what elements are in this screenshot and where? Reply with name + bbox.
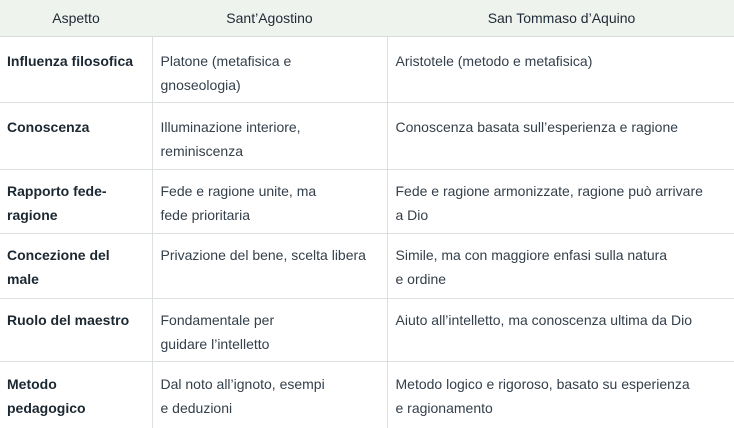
agostino-text: Illuminazione interiore, reminiscenza <box>160 119 301 159</box>
tommaso-cell <box>387 37 734 103</box>
agostino-cell <box>152 299 387 362</box>
tommaso-text: Metodo logico e rigoroso, basato su esperienza e ragionamento <box>395 376 690 416</box>
tommaso-cell <box>387 103 734 170</box>
tommaso-text: Aristotele (metodo e metafisica) <box>395 53 593 69</box>
agostino-text: Privazione del bene, scelta libera <box>160 247 366 263</box>
table-header <box>0 0 734 37</box>
aspect-label: Conoscenza <box>7 119 90 135</box>
tommaso-cell <box>387 170 734 234</box>
tommaso-text: Simile, ma con maggiore enfasi sulla natura e ordine <box>395 247 668 287</box>
table-row <box>0 170 734 234</box>
tommaso-text: Fede e ragione armonizzate, ragione può arrivare a Dio <box>395 183 703 223</box>
agostino-text: Platone (metafisica e gnoseologia) <box>160 53 292 93</box>
agostino-cell <box>152 170 387 234</box>
agostino-cell <box>152 362 387 428</box>
table-body <box>0 37 734 428</box>
tommaso-cell <box>387 362 734 428</box>
agostino-cell <box>152 37 387 103</box>
aspect-cell <box>0 103 152 170</box>
tommaso-cell <box>387 234 734 299</box>
table-row <box>0 362 734 428</box>
aspect-label: Ruolo del maestro <box>7 312 130 328</box>
tommaso-cell <box>387 299 734 362</box>
table-row <box>0 37 734 103</box>
aspect-cell <box>0 170 152 234</box>
aspect-label: Influenza filosofica <box>7 53 134 69</box>
table-row <box>0 299 734 362</box>
table-row <box>0 234 734 299</box>
agostino-text: Fondamentale per guidare l’intelletto <box>160 312 275 352</box>
header-tommaso: San Tommaso d’Aquino <box>387 0 734 37</box>
agostino-text: Fede e ragione unite, ma fede prioritaria <box>160 183 317 223</box>
tommaso-text: Aiuto all’intelletto, ma conoscenza ultima da Dio <box>395 312 692 328</box>
header-aspetto: Aspetto <box>0 0 152 37</box>
aspect-label: Metodo pedagogico <box>7 376 86 416</box>
aspect-label: Concezione del male <box>7 247 110 287</box>
header-row <box>0 0 734 37</box>
agostino-cell <box>152 103 387 170</box>
aspect-cell <box>0 299 152 362</box>
aspect-cell <box>0 362 152 428</box>
table-row <box>0 103 734 170</box>
agostino-text: Dal noto all’ignoto, esempi e deduzioni <box>160 376 325 416</box>
header-agostino: Sant’Agostino <box>152 0 387 37</box>
aspect-label: Rapporto fede- ragione <box>7 183 107 223</box>
tommaso-text: Conoscenza basata sull’esperienza e ragione <box>395 119 679 135</box>
aspect-cell <box>0 37 152 103</box>
aspect-cell <box>0 234 152 299</box>
agostino-cell <box>152 234 387 299</box>
